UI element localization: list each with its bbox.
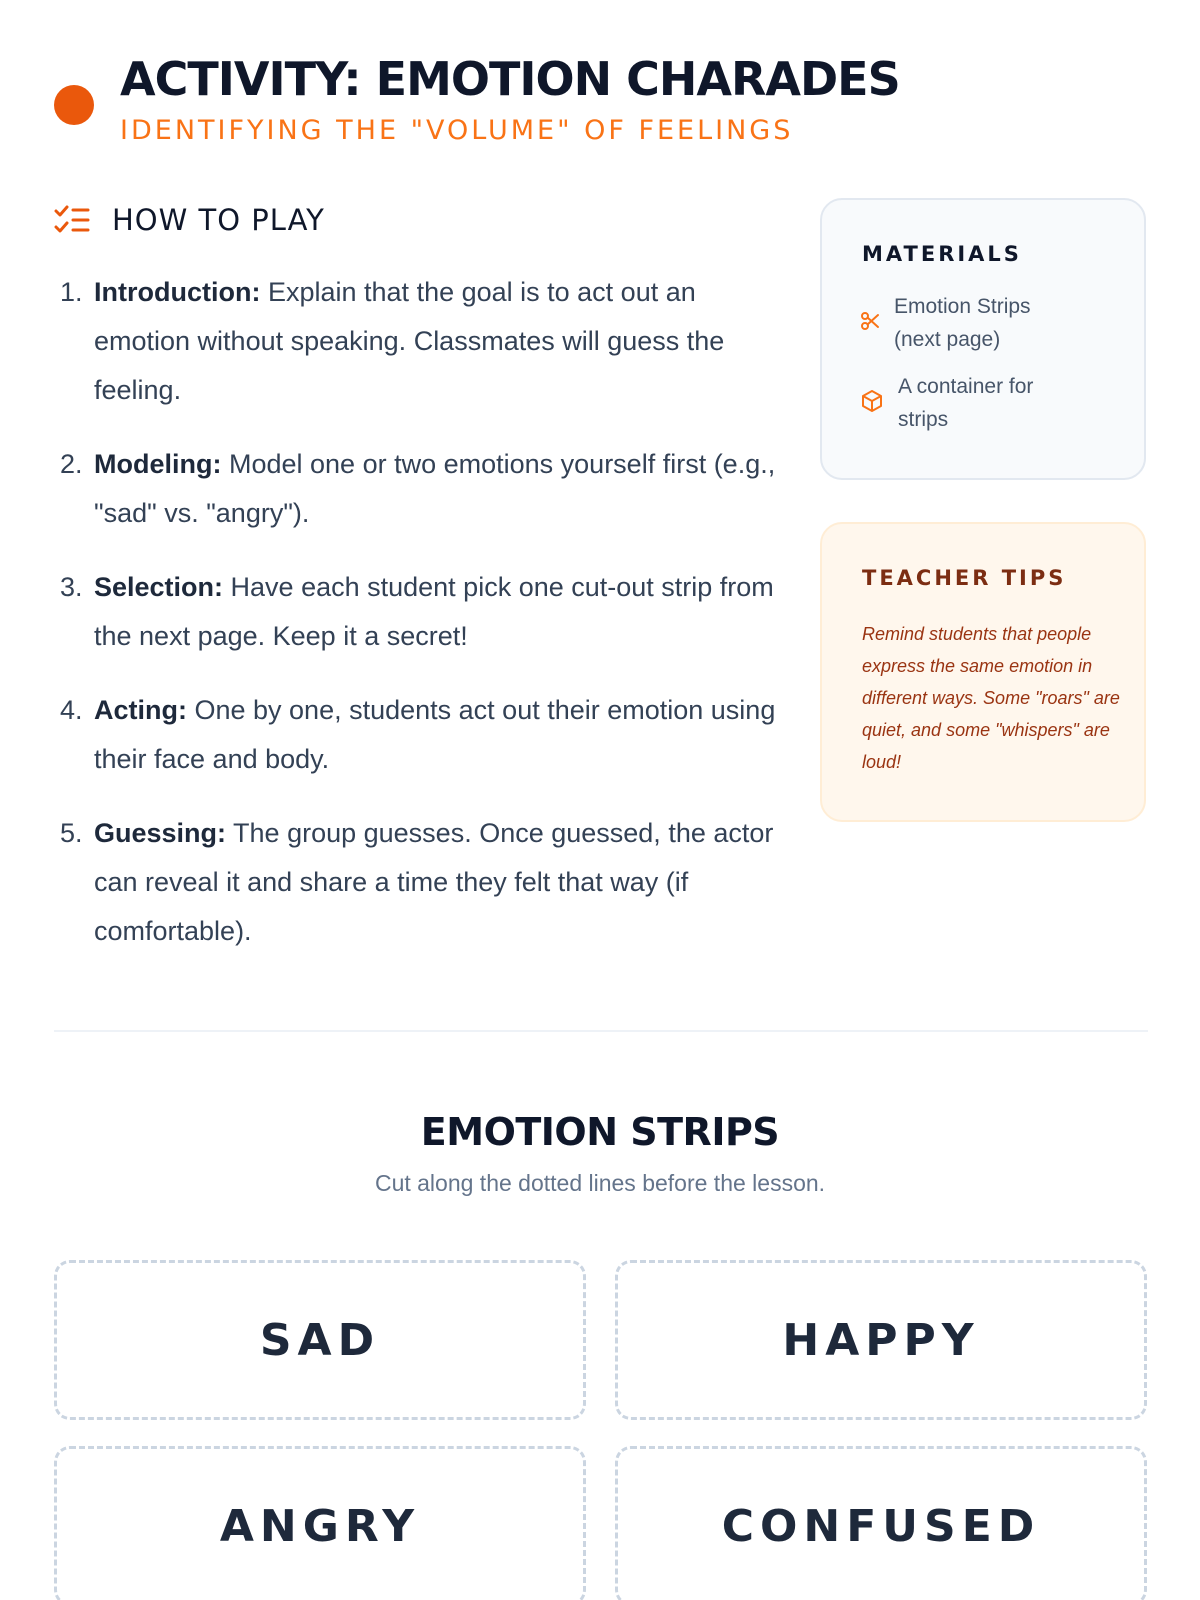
emotion-strip-angry: ANGRY xyxy=(54,1446,586,1600)
step-number: 5. xyxy=(60,818,83,848)
step-term: Selection: xyxy=(94,572,224,602)
step-term: Introduction: xyxy=(94,277,261,307)
checklist-icon xyxy=(54,204,90,236)
steps-list xyxy=(60,268,780,981)
materials-item-text: Emotion Strips (next page) xyxy=(894,295,1031,351)
step-text: One by one, students act out their emotion using their face and body. xyxy=(94,695,776,774)
step-number: 2. xyxy=(60,449,83,479)
step-item xyxy=(60,563,780,661)
step-item xyxy=(60,809,780,956)
step-text: Have each student pick one cut-out strip from the next page. Keep it a secret! xyxy=(94,572,774,651)
step-item xyxy=(60,268,780,415)
teacher-tips-body: Remind students that people express the same emotion in different ways. Some "roars" are quiet, and some "whispers" are loud! xyxy=(862,624,1120,772)
step-text: Model one or two emotions yourself first (e.g., "sad" vs. "angry"). xyxy=(94,449,776,528)
materials-item xyxy=(860,290,1074,356)
step-number: 4. xyxy=(60,695,83,725)
step-item xyxy=(60,440,780,538)
page-subtitle: IDENTIFYING THE "VOLUME" OF FEELINGS xyxy=(120,115,794,146)
step-term: Guessing: xyxy=(94,818,227,848)
step-text: The group guesses. Once guessed, the actor can reveal it and share a time they felt that way (if comfortable). xyxy=(94,818,774,946)
step-text: Explain that the goal is to act out an emotion without speaking. Classmates will guess the feeling. xyxy=(94,277,725,405)
scissors-icon xyxy=(860,311,880,336)
emotion-strip-sad: SAD xyxy=(54,1260,586,1420)
page-header xyxy=(54,52,1154,162)
emotion-strip-happy: HAPPY xyxy=(615,1260,1147,1420)
box-icon xyxy=(860,389,884,418)
section-divider xyxy=(54,1030,1148,1032)
step-item xyxy=(60,686,780,784)
step-number: 3. xyxy=(60,572,83,602)
step-term: Acting: xyxy=(94,695,187,725)
emotion-strip-confused: CONFUSED xyxy=(615,1446,1147,1600)
materials-item-text: A container for strips xyxy=(898,375,1034,431)
step-number: 1. xyxy=(60,277,83,307)
materials-item xyxy=(860,370,1078,436)
emotion-strips-title: EMOTION STRIPS xyxy=(420,1110,780,1154)
teacher-tips-title: TEACHER TIPS xyxy=(862,566,1067,590)
how-to-play-heading xyxy=(54,200,325,240)
how-to-play-label: HOW TO PLAY xyxy=(112,203,325,237)
teacher-tips-card xyxy=(820,522,1146,822)
materials-title: MATERIALS xyxy=(862,242,1022,266)
materials-card xyxy=(820,198,1146,480)
page-title: ACTIVITY: EMOTION CHARADES xyxy=(120,52,900,106)
emotion-strips-subtitle: Cut along the dotted lines before the lesson. xyxy=(374,1170,826,1196)
header-dot xyxy=(54,85,94,125)
step-term: Modeling: xyxy=(94,449,222,479)
